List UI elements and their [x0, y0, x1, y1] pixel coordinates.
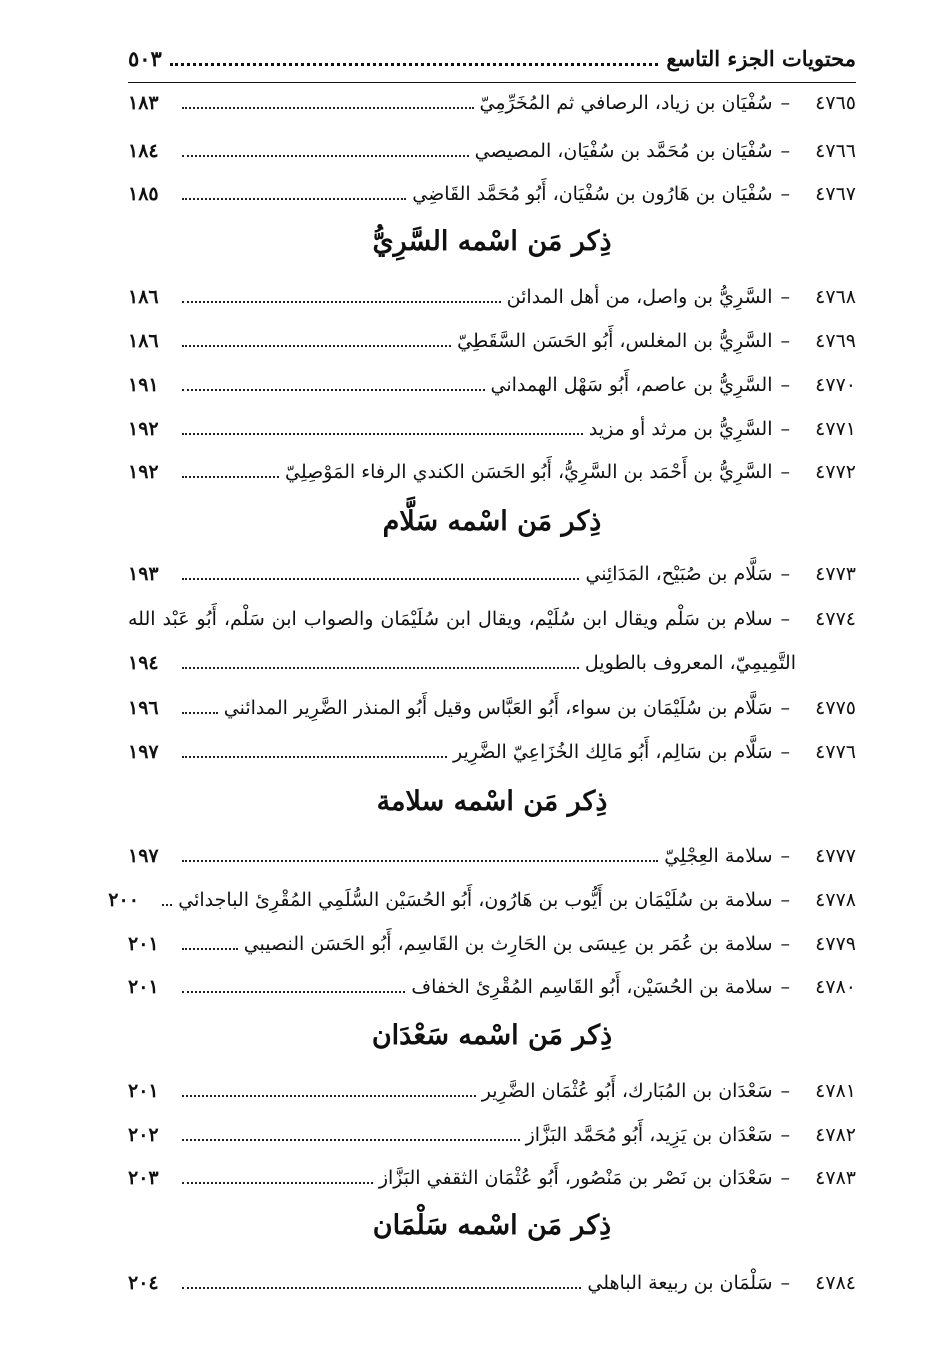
entry-number: ٤٧٧٠ — [815, 374, 856, 396]
entry-dash: – — [780, 741, 790, 763]
toc-entry[interactable] — [128, 608, 856, 630]
entry-page: ٢٠١ — [128, 933, 159, 955]
entry-title: سَعْدَان بن يَزِيد، أَبُو مُحَمَّد البَزَّاز — [525, 1124, 773, 1146]
entry-dash: – — [780, 183, 790, 205]
toc-entry[interactable] — [128, 418, 856, 440]
entry-number: ٤٧٦٥ — [815, 92, 856, 114]
entry-dash: – — [780, 563, 790, 585]
entry-dash: – — [780, 1080, 790, 1102]
entry-title: السَّرِيُّ بن أَحْمَد بن السَّرِيُّ، أَبُو الحَسَن الكندي الرفاء المَوْصِلِيّ — [285, 461, 773, 483]
entry-page: ١٩٤ — [128, 652, 159, 674]
entry-dash: – — [780, 889, 790, 911]
entry-number: ٤٧٦٦ — [815, 140, 856, 162]
entry-title-continuation: التَّمِيمِيّ، المعروف بالطويل — [584, 652, 796, 674]
toc-entry[interactable] — [128, 697, 856, 719]
entry-page: ٢٠١ — [128, 1080, 159, 1102]
entry-title: سُفْيَان بن زياد، الرصافي ثم المُخَرِّمِيّ — [479, 92, 773, 114]
entry-title: سلامة العِجْلِيّ — [664, 845, 773, 867]
header-leader-dots — [170, 63, 659, 66]
entry-page: ١٩٣ — [128, 563, 159, 585]
entry-title: السَّرِيُّ بن عاصم، أَبُو سَهْل الهمداني — [490, 374, 773, 396]
leader-dots — [182, 712, 218, 714]
entry-page: ٢٠٢ — [128, 1124, 159, 1146]
leader-dots — [182, 1139, 520, 1141]
entry-title: سُفْيَان بن مُحَمَّد بن سُفْيَان، المصيصي — [474, 140, 773, 162]
toc-entry[interactable] — [128, 976, 856, 998]
leader-dots — [182, 155, 469, 157]
section-heading: ذِكر مَن اسْمه سلامة — [376, 786, 608, 817]
entry-title: السَّرِيُّ بن مرثد أو مزيد — [588, 418, 773, 440]
entry-dash: – — [780, 461, 790, 483]
entry-number: ٤٧٧٦ — [815, 741, 856, 763]
leader-dots — [182, 1095, 476, 1097]
toc-entry[interactable] — [128, 286, 856, 308]
entry-page: ١٨٤ — [128, 140, 159, 162]
entry-dash: – — [780, 608, 790, 630]
leader-dots — [182, 1182, 373, 1184]
entry-title: سُفْيَان بن هَارُون بن سُفْيَان، أَبُو مُحَمَّد القَاضِي — [412, 183, 773, 205]
leader-dots — [182, 667, 579, 669]
entry-number: ٤٧٨٠ — [815, 976, 856, 998]
entry-dash: – — [780, 1167, 790, 1189]
leader-dots — [182, 107, 474, 109]
entry-title: سَلْمَان بن ربيعة الباهلي — [587, 1272, 773, 1294]
entry-title: سلامة بن سُلَيْمَان بن أَيُّوب بن هَارُون، أَبُو الحُسَيْن السُّلَمِي المُقْرِئ الباجدائي — [178, 889, 773, 911]
section-heading: ذِكر مَن اسْمه سَعْدَان — [371, 1020, 613, 1051]
toc-entry[interactable] — [128, 1272, 856, 1294]
leader-dots — [182, 198, 406, 200]
entry-dash: – — [780, 92, 790, 114]
entry-number: ٤٧٦٩ — [815, 330, 856, 352]
leader-dots — [182, 756, 447, 758]
toc-entry[interactable] — [128, 845, 856, 867]
section-heading: ذِكر مَن اسْمه سَلْمَان — [372, 1210, 612, 1241]
entry-dash: – — [780, 976, 790, 998]
entry-dash: – — [780, 374, 790, 396]
entry-page: ١٩٦ — [128, 697, 159, 719]
entry-page: ١٩٢ — [128, 461, 159, 483]
toc-entry[interactable] — [128, 1124, 856, 1146]
entry-page: ١٩٢ — [128, 418, 159, 440]
entry-dash: – — [780, 418, 790, 440]
toc-entry[interactable] — [128, 92, 856, 114]
toc-entry[interactable] — [128, 741, 856, 763]
entry-page: ١٩٧ — [128, 845, 159, 867]
leader-dots — [182, 860, 658, 862]
entry-number: ٤٧٦٨ — [815, 286, 856, 308]
entry-number: ٤٧٨٢ — [815, 1124, 856, 1146]
entry-page: ١٨٥ — [128, 183, 159, 205]
entry-number: ٤٧٧٩ — [815, 933, 856, 955]
entry-number: ٤٧٧٥ — [815, 697, 856, 719]
entry-page: ١٨٦ — [128, 286, 159, 308]
toc-entry[interactable] — [128, 461, 856, 483]
entry-page: ١٩٧ — [128, 741, 159, 763]
toc-entry[interactable] — [128, 933, 856, 955]
leader-dots — [182, 1287, 581, 1289]
leader-dots — [182, 433, 583, 435]
section-heading: ذِكر مَن اسْمه سَلَّام — [382, 506, 602, 537]
entry-title: سَعْدَان بن المُبَارك، أَبُو عُثْمَان الضَّرِير — [481, 1080, 773, 1102]
entry-number: ٤٧٧٨ — [815, 889, 856, 911]
entry-dash: – — [780, 933, 790, 955]
leader-dots — [182, 301, 501, 303]
entry-dash: – — [780, 845, 790, 867]
entry-title: سَلَّام بن سُلَيْمَان بن سواء، أَبُو العَبَّاس وقيل أَبُو المنذر الضَّرِير المدائني — [223, 697, 773, 719]
toc-entry[interactable] — [128, 1080, 856, 1102]
leader-dots — [182, 389, 485, 391]
entry-number: ٤٧٧١ — [815, 418, 856, 440]
entry-title: السَّرِيُّ بن المغلس، أَبُو الحَسَن السَّقَطِيّ — [457, 330, 773, 352]
leader-dots — [182, 991, 405, 993]
entry-dash: – — [780, 697, 790, 719]
leader-dots — [182, 578, 579, 580]
toc-entry[interactable] — [108, 889, 856, 911]
entry-title: سَعْدَان بن نَصْر بن مَنْصُور، أَبُو عُثْمَان الثقفي البَزَّاز — [378, 1167, 773, 1189]
running-header — [128, 46, 856, 83]
entry-page: ٢٠٠ — [108, 889, 139, 911]
entry-page: ٢٠١ — [128, 976, 159, 998]
leader-dots — [182, 345, 451, 347]
entry-number: ٤٧٦٧ — [815, 183, 856, 205]
entry-title: سلامة بن الحُسَيْن، أَبُو القَاسِم المُقْرِئ الخفاف — [411, 976, 773, 998]
leader-dots — [162, 904, 172, 906]
entry-dash: – — [780, 140, 790, 162]
entry-title: السَّرِيُّ بن واصل، من أهل المدائن — [506, 286, 773, 308]
entry-number: ٤٧٧٣ — [815, 563, 856, 585]
toc-entry[interactable] — [128, 563, 856, 585]
toc-entry[interactable] — [128, 1167, 856, 1189]
entry-dash: – — [780, 1124, 790, 1146]
entry-page: ٢٠٤ — [128, 1272, 159, 1294]
toc-entry[interactable] — [128, 374, 856, 396]
entry-number: ٤٧٨٤ — [815, 1272, 856, 1294]
leader-dots — [182, 948, 238, 950]
entry-number: ٤٧٨١ — [815, 1080, 856, 1102]
entry-title: سلام بن سَلْم ويقال ابن سُلَيْم، ويقال ابن سُلَيْمَان والصواب ابن سَلْم، أَبُو عَبْد الله — [128, 608, 773, 630]
header-title: محتويات الجزء التاسع — [666, 46, 856, 71]
entry-page: ٢٠٣ — [128, 1167, 159, 1189]
entry-dash: – — [780, 330, 790, 352]
entry-dash: – — [780, 286, 790, 308]
entry-number: ٤٧٧٧ — [815, 845, 856, 867]
header-page-number: ٥٠٣ — [128, 46, 162, 71]
entry-page: ١٨٣ — [128, 92, 159, 114]
entry-title: سَلَّام بن صُبَيْح، المَدَائِني — [585, 563, 773, 585]
entry-number: ٤٧٧٢ — [815, 461, 856, 483]
entry-page: ١٨٦ — [128, 330, 159, 352]
toc-entry-continuation[interactable] — [128, 652, 796, 674]
leader-dots — [182, 476, 279, 478]
entry-dash: – — [780, 1272, 790, 1294]
section-heading: ذِكر مَن اسْمه السَّرِيُّ — [372, 226, 612, 257]
entry-title: سلامة بن عُمَر بن عِيسَى بن الحَارِث بن القَاسِم، أَبُو الحَسَن النصيبي — [243, 933, 773, 955]
toc-entry[interactable] — [128, 330, 856, 352]
toc-entry[interactable] — [128, 140, 856, 162]
entry-page: ١٩١ — [128, 374, 159, 396]
entry-number: ٤٧٧٤ — [815, 608, 856, 630]
entry-number: ٤٧٨٣ — [815, 1167, 856, 1189]
toc-entry[interactable] — [128, 183, 856, 205]
entry-title: سَلَّام بن سَالِم، أَبُو مَالِك الخُزَاعِيّ الضَّرِير — [452, 741, 773, 763]
